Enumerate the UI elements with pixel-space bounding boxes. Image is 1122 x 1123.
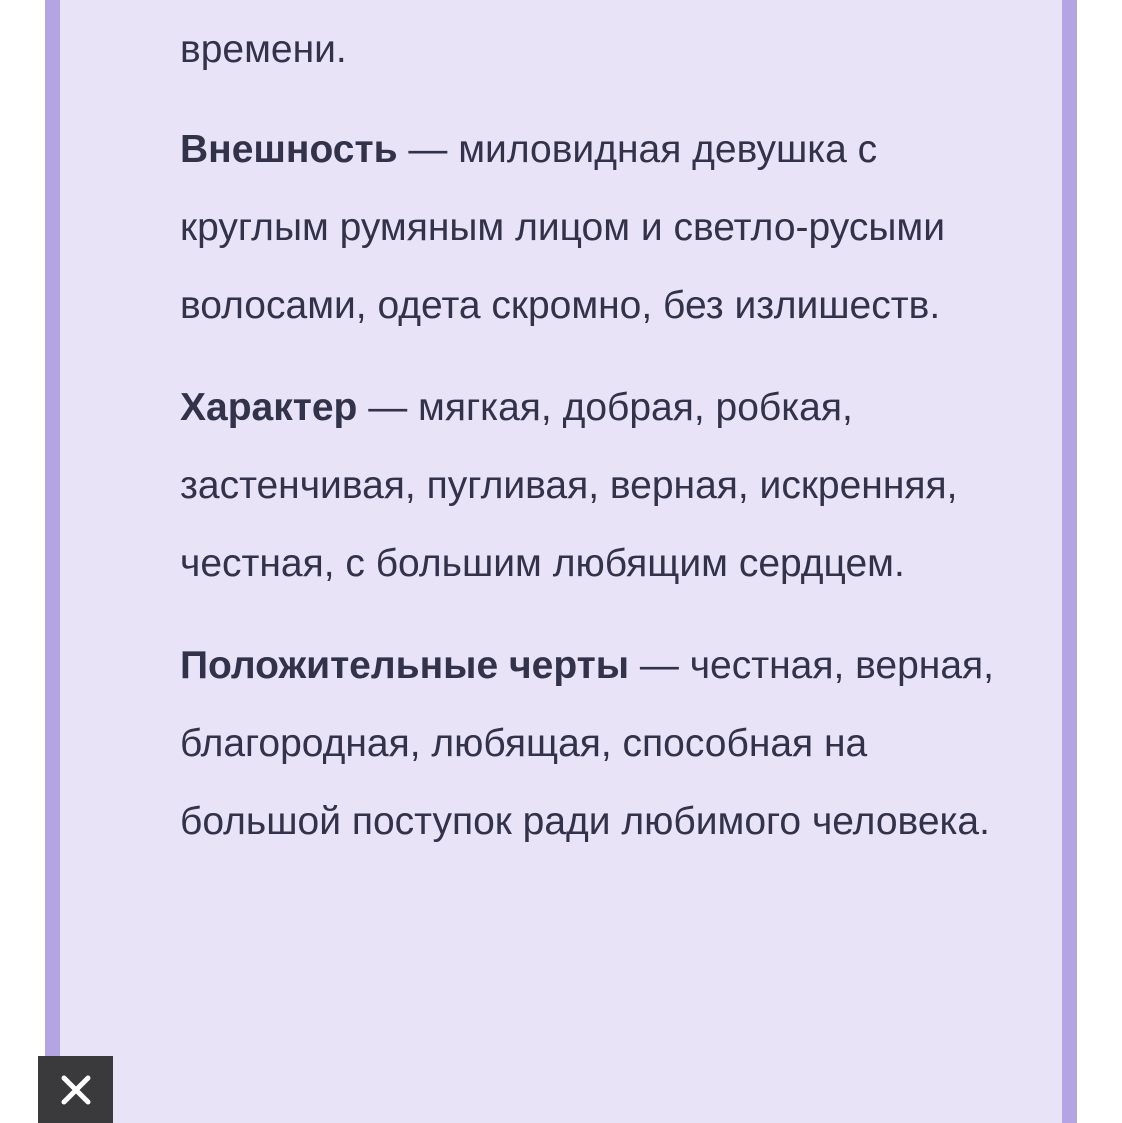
section-positive-traits (180, 627, 1000, 861)
close-icon (61, 1075, 91, 1105)
section-term: Характер (180, 386, 358, 429)
section-text: — честная, верная, благородная, любящая, способная на большой поступок ради любимого человека. (180, 644, 994, 843)
section-appearance (180, 111, 1000, 345)
section-character (180, 369, 1000, 603)
section-term: Внешность (180, 128, 398, 171)
section-term: Положительные черты (180, 644, 630, 687)
article-content (180, 0, 1000, 885)
section-text: — миловидная девушка с круглым румяным лицом и светло-русыми волосами, одета скромно, без излишеств. (180, 128, 945, 327)
close-button[interactable] (38, 1056, 113, 1123)
article-card (45, 0, 1077, 1123)
intro-tail: времени. (180, 28, 347, 71)
section-text: — мягкая, добрая, робкая, застенчивая, пугливая, верная, искренняя, честная, с большим любящим сердцем. (180, 386, 958, 585)
